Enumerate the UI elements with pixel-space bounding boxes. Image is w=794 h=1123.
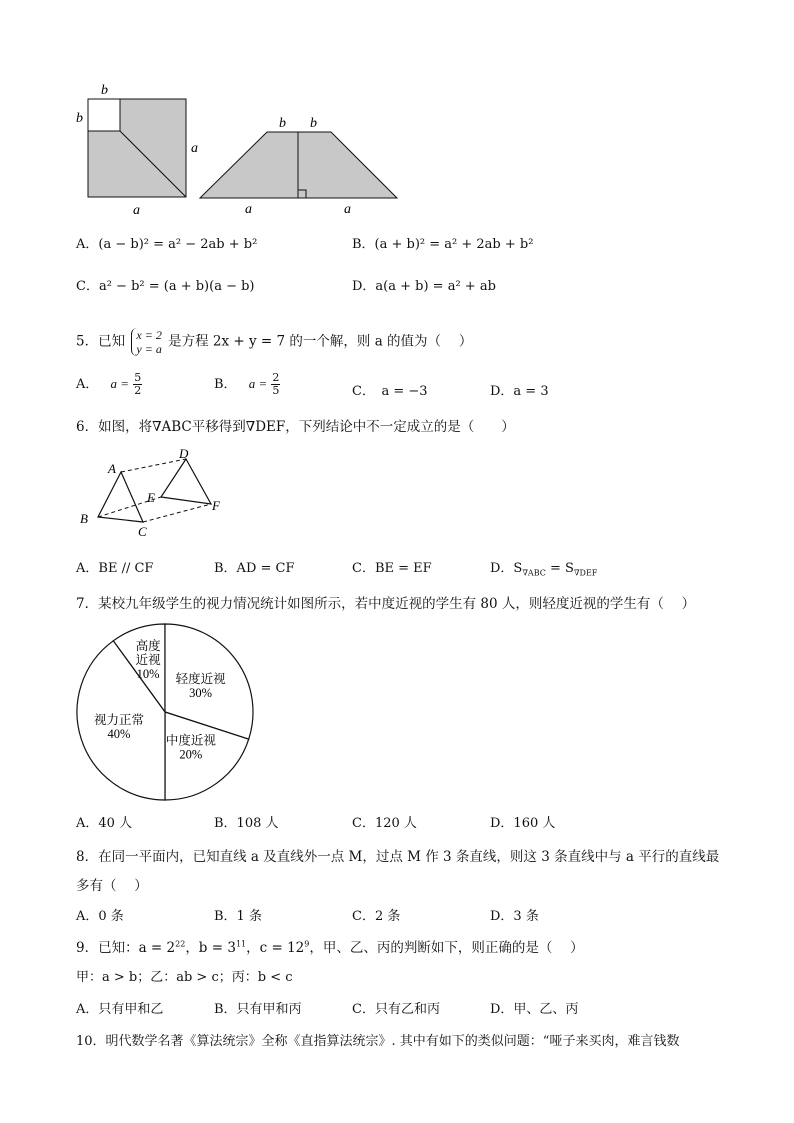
pie-label-4-line-2: 40% <box>107 726 131 741</box>
q8-stem-line1: 8．在同一平面内，已知直线 a 及直线外一点 M，过点 M 作 3 条直线，则这 3 条直线中与 a 平行的直线最 <box>76 849 720 865</box>
q5-system <box>131 328 161 356</box>
segment-cf <box>143 504 211 522</box>
vision-pie-chart <box>70 612 260 802</box>
segment-ad <box>121 459 186 472</box>
q6-option-d[interactable] <box>490 557 597 578</box>
q7-option-d[interactable]: D．160 人 <box>490 816 556 831</box>
point-a-label: A <box>108 461 116 476</box>
label-a-bottom: a <box>133 203 140 218</box>
point-d-label: D <box>179 446 189 461</box>
q5-prefix: 5．已知 <box>76 333 126 350</box>
q10-stem: 10．明代数学名著《算法统宗》全称《直指算法统宗》. 其中有如下的类似问题：“哑子来买肉，难言钱数 <box>76 1034 680 1049</box>
q6-stem: 6．如图，将∇ABC平移得到∇DEF，下列结论中不一定成立的是（ ） <box>76 419 515 435</box>
q6-option-b[interactable]: B．AD = CF <box>214 561 295 576</box>
point-f-label: F <box>212 498 220 513</box>
q9-option-c[interactable]: C．只有乙和丙 <box>352 1002 440 1017</box>
pie-label-3-line-2: 20% <box>179 747 203 762</box>
point-c-label: C <box>138 524 147 539</box>
q5-b-fraction <box>271 372 280 397</box>
q4-option-c[interactable]: C．a² − b² = (a + b)(a − b) <box>76 279 255 294</box>
q8-option-d[interactable]: D．3 条 <box>490 909 539 924</box>
q5-a-fraction <box>133 372 142 397</box>
small-square <box>88 99 120 131</box>
q7-stem: 7．某校九年级学生的视力情况统计如图所示，若中度近视的学生有 80 人，则轻度近视的学生有（ ） <box>76 596 696 612</box>
q7-option-b[interactable]: B．108 人 <box>214 816 279 831</box>
q5-stem <box>76 328 472 356</box>
q6-d-sub1: ∇ABC <box>522 568 546 578</box>
q6-d-sub2: ∇DEF <box>573 568 598 578</box>
q5-b-num: 2 <box>272 371 280 384</box>
q4-option-a[interactable]: A．(a − b)² = a² − 2ab + b² <box>76 237 258 252</box>
q5-b-label: B． <box>214 377 237 392</box>
q9-stem-post: ，甲、乙、丙的判断如下，则正确的是（ ） <box>309 940 584 956</box>
label-a-right: a <box>191 141 198 156</box>
q6-option-a[interactable]: A．BE // CF <box>76 561 154 576</box>
q5-option-c[interactable]: C． a = −3 <box>352 384 428 399</box>
q4-option-b[interactable]: B．(a + b)² = a² + 2ab + b² <box>352 237 534 252</box>
pie-label-3-line-1: 中度近视 <box>165 733 216 748</box>
q8-option-b[interactable]: B．1 条 <box>214 909 262 924</box>
label-a-trap-left: a <box>245 202 252 217</box>
q5-system-eq2: y = a <box>136 342 162 356</box>
pie-label-2-line-1: 轻度近视 <box>175 672 226 687</box>
q5-a-lhs: a = <box>110 376 130 391</box>
q7-option-c[interactable]: C．120 人 <box>352 816 417 831</box>
point-e-label: E <box>147 490 155 505</box>
q5-b-den: 5 <box>272 384 280 397</box>
q5-option-d[interactable]: D．a = 3 <box>490 384 549 399</box>
q9-option-d[interactable]: D．甲、乙、丙 <box>490 1002 579 1017</box>
q5-b-lhs: a = <box>248 376 268 391</box>
q4-option-d[interactable]: D．a(a + b) = a² + ab <box>352 279 496 294</box>
label-b-top: b <box>101 83 108 98</box>
q9-exp3: 9 <box>304 939 310 949</box>
pie-label-4-line-1: 视力正常 <box>93 712 144 727</box>
pie-label-1-line-2: 近视 <box>135 653 161 668</box>
pie-label-1-line-1: 高度 <box>135 639 161 654</box>
translation-figure <box>74 445 234 540</box>
triangle-def <box>161 459 211 504</box>
q5-system-eq1: x = 2 <box>136 328 162 342</box>
q9-mid1: ，b = 3 <box>185 940 236 956</box>
trapezoid-figure <box>195 105 405 220</box>
q9-option-a[interactable]: A．只有甲和乙 <box>76 1002 164 1017</box>
q6-option-c[interactable]: C．BE = EF <box>352 561 432 576</box>
q6-d-prefix: D．S <box>490 561 523 576</box>
square-figure <box>70 78 210 218</box>
label-a-trap-right: a <box>344 202 351 217</box>
point-b-label: B <box>80 511 88 526</box>
label-b-trap-left: b <box>279 116 286 131</box>
q5-option-a[interactable] <box>76 372 142 397</box>
q7-option-a[interactable]: A．40 人 <box>76 816 133 831</box>
q9-exp2: 11 <box>235 939 247 949</box>
q8-option-c[interactable]: C．2 条 <box>352 909 401 924</box>
q8-option-a[interactable]: A．0 条 <box>76 909 124 924</box>
label-b-left: b <box>76 111 83 126</box>
pie-label-2-line-2: 30% <box>189 686 213 701</box>
pie-label-1-line-3: 10% <box>136 667 160 682</box>
q9-exp1: 22 <box>175 939 186 949</box>
q5-a-label: A． <box>76 377 99 392</box>
q9-stem <box>76 936 584 956</box>
q9-stem-pre: 9．已知：a = 2 <box>76 940 176 956</box>
q6-d-eq: = S <box>545 561 574 576</box>
q5-mid: 是方程 2x + y = 7 的一个解，则 a 的值为（ ） <box>168 333 473 350</box>
q9-mid2: ，c = 12 <box>246 940 305 956</box>
q9-option-b[interactable]: B．只有甲和丙 <box>214 1002 302 1017</box>
q8-stem-line2: 多有（ ） <box>76 878 148 894</box>
q5-a-den: 2 <box>134 384 142 397</box>
q9-judgements: 甲：a > b；乙：ab > c；丙：b < c <box>76 970 293 985</box>
q5-option-b[interactable] <box>214 372 280 397</box>
q5-a-num: 5 <box>134 371 142 384</box>
label-b-trap-right: b <box>310 116 317 131</box>
